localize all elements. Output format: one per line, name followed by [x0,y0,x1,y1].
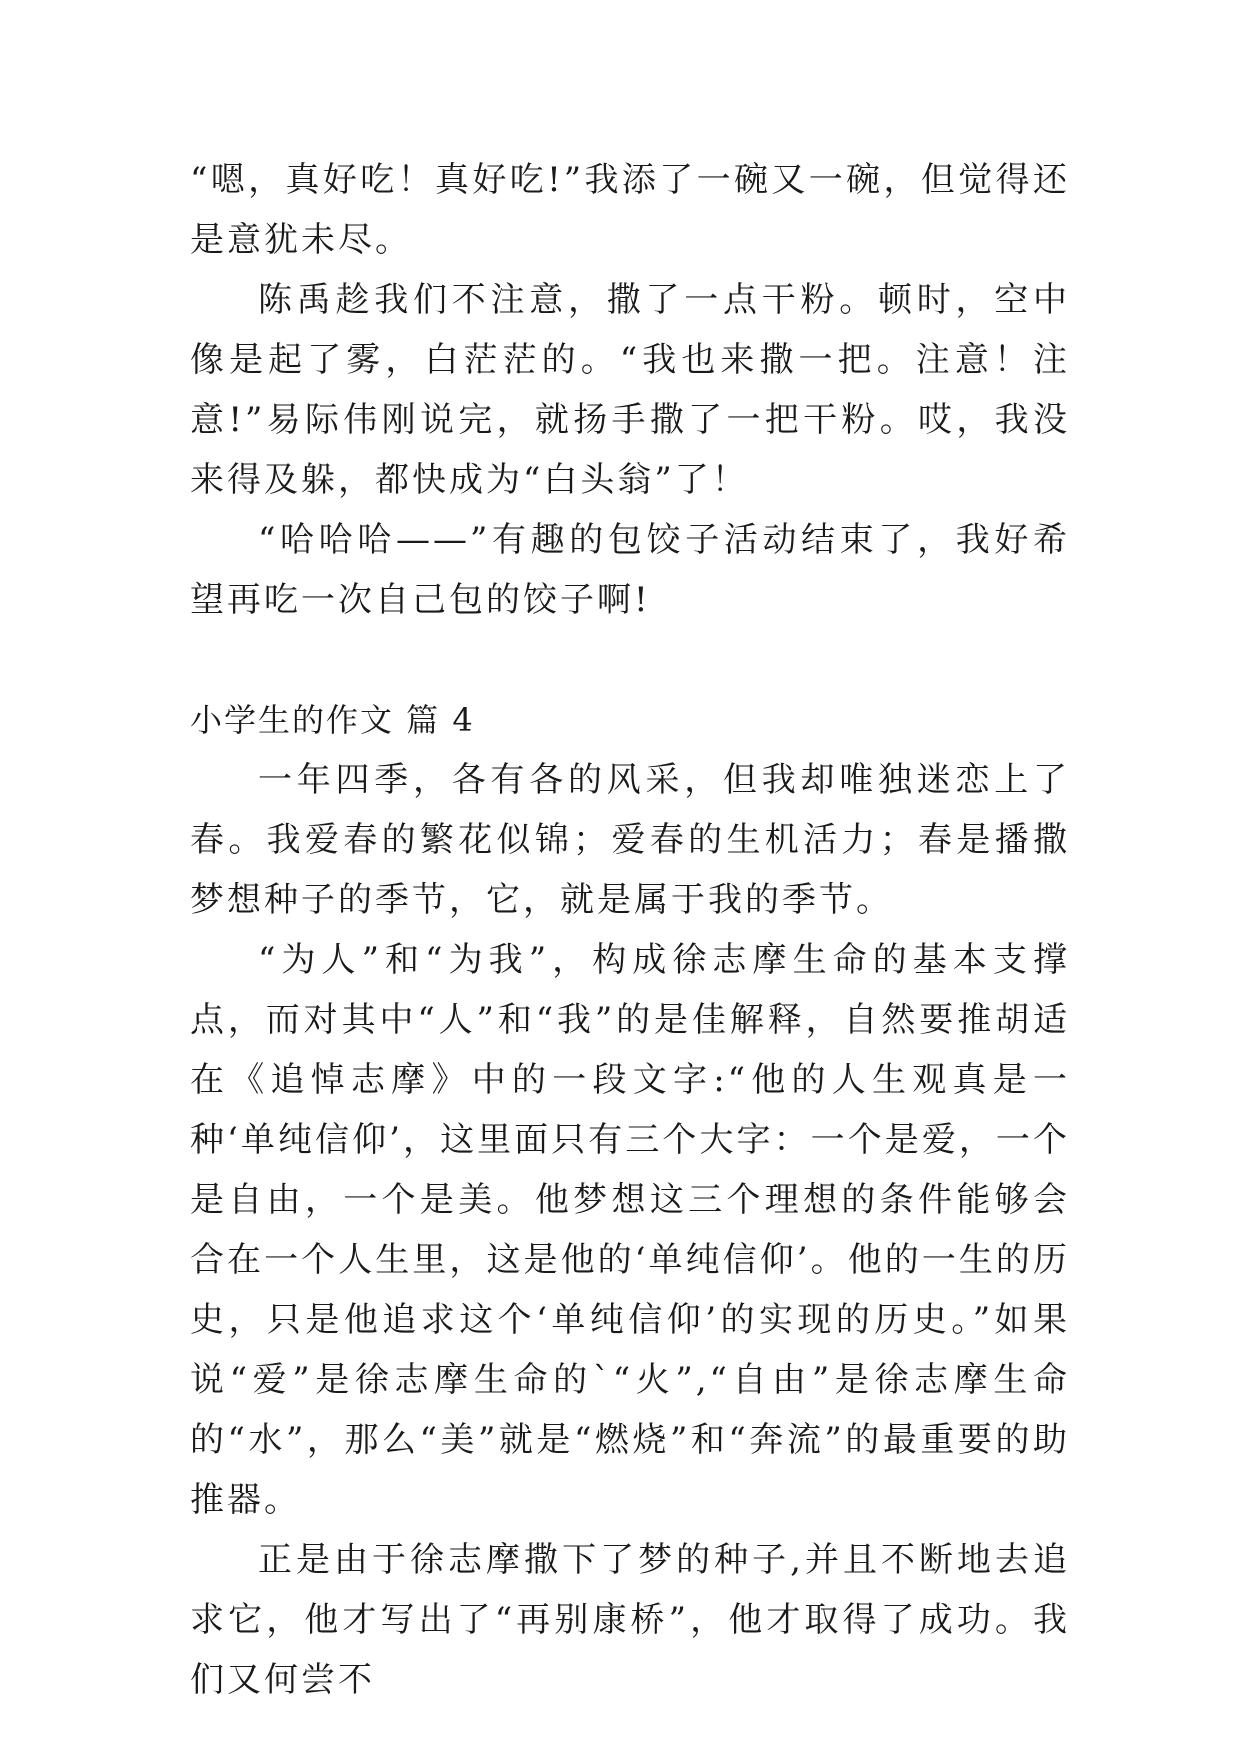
section-gap [190,630,1070,690]
document-body [190,150,1070,1710]
paragraph: 一年四季，各有各的风采，但我却唯独迷恋上了春。我爱春的繁花似锦；爱春的生机活力；春是播撒梦想种子的季节，它，就是属于我的季节。 [190,760,1070,920]
paragraph: “嗯，真好吃！真好吃!”我添了一碗又一碗，但觉得还是意犹未尽。 [190,160,1070,260]
paragraph: 正是由于徐志摩撒下了梦的种子,并且不断地去追求它，他才写出了“再别康桥”，他才取得了成功。我们又何尝不 [190,1540,1070,1700]
section-title: 小学生的作文 篇 4 [190,701,475,739]
paragraph: “为人”和“为我”，构成徐志摩生命的基本支撑点，而对其中“人”和“我”的是佳解释，自然要推胡适在《追悼志摩》中的一段文字:“他的人生观真是一种‘单纯信仰’，这里面只有三个大字：一个是爱，一个是自由，一个是美。他梦想这三个理想的条件能够会合在一个人生里，这是他的‘单纯信仰’。他的一生的历史，只是他追求这个‘单纯信仰’的实现的历史。”如果说“爱”是徐志摩生命的`“火”,“自由”是徐志摩生命的“水”，那么“美”就是“燃烧”和“奔流”的最重要的助推器。 [190,940,1070,1520]
paragraph: 陈禹趁我们不注意，撒了一点干粉。顿时，空中像是起了雾，白茫茫的。“我也来撒一把。注意！注意!”易际伟刚说完，就扬手撒了一把干粉。哎，我没来得及躲，都快成为“白头翁”了！ [190,280,1070,500]
paragraph: “哈哈哈——”有趣的包饺子活动结束了，我好希望再吃一次自己包的饺子啊! [190,520,1070,620]
